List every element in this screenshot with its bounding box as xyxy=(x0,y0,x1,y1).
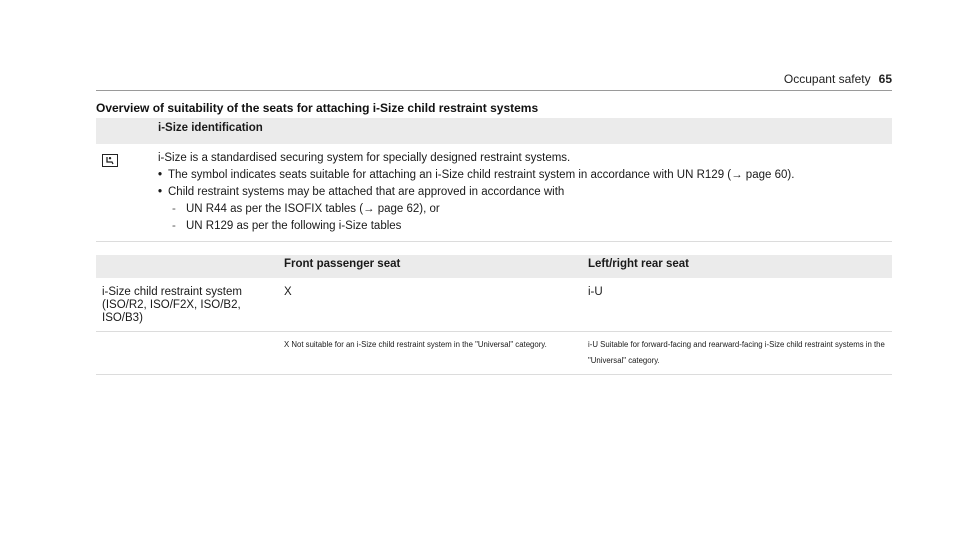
dash-icon: - xyxy=(172,203,176,215)
table-row xyxy=(96,144,892,242)
row-label: i-Size child restraint system (ISO/R2, ISO/F2X, ISO/B2, ISO/B3) xyxy=(96,278,278,332)
table-header-cell-empty xyxy=(96,118,152,144)
front-passenger-value: X xyxy=(278,278,582,332)
table-header-cell: i-Size identification xyxy=(152,118,892,144)
bullet-icon: • xyxy=(158,186,163,198)
table-header-rear-seat: Left/right rear seat xyxy=(582,255,892,278)
table-header-row xyxy=(96,118,892,144)
table-header-row xyxy=(96,255,892,278)
symbol-cell xyxy=(96,144,152,242)
list-item xyxy=(158,167,886,184)
rear-seat-note: i-U Suitable for forward-facing and rearward-facing i-Size child restraint systems in the "Universal" category. xyxy=(582,332,892,375)
i-size-identification-table xyxy=(96,118,892,242)
header-divider xyxy=(96,90,892,91)
intro-text: i-Size is a standardised securing system for specially designed restraint systems. xyxy=(158,152,571,164)
list-item xyxy=(158,218,886,235)
header-section-title: Occupant safety xyxy=(783,72,871,86)
description-cell xyxy=(152,144,892,242)
i-size-seat-symbol-icon xyxy=(102,154,118,167)
table-header-cell-empty xyxy=(96,255,278,278)
page-number: 65 xyxy=(878,72,892,86)
front-passenger-note: X Not suitable for an i-Size child restraint system in the "Universal" category. xyxy=(278,332,582,375)
dash-text: UN R44 as per the ISOFIX tables (→ page 62), or xyxy=(186,203,440,215)
bullet-text: The symbol indicates seats suitable for attaching an i-Size child restraint system in accordance with UN R129 (→ page 60). xyxy=(168,169,795,181)
dash-text: UN R129 as per the following i-Size tables xyxy=(186,220,402,232)
bullet-icon: • xyxy=(158,169,163,181)
table-header-front-passenger: Front passenger seat xyxy=(278,255,582,278)
table-row-notes xyxy=(96,332,892,375)
notes-empty-cell xyxy=(96,332,278,375)
list-item xyxy=(158,201,886,218)
bullet-text: Child restraint systems may be attached that are approved in accordance with xyxy=(168,186,565,198)
list-item xyxy=(158,184,886,201)
i-size-suitability-table xyxy=(96,255,892,375)
dash-icon: - xyxy=(172,220,176,232)
page-header xyxy=(700,72,892,86)
table-row xyxy=(96,278,892,332)
section-title: Overview of suitability of the seats for attaching i-Size child restraint systems xyxy=(96,101,539,115)
rear-seat-value: i-U xyxy=(582,278,892,332)
